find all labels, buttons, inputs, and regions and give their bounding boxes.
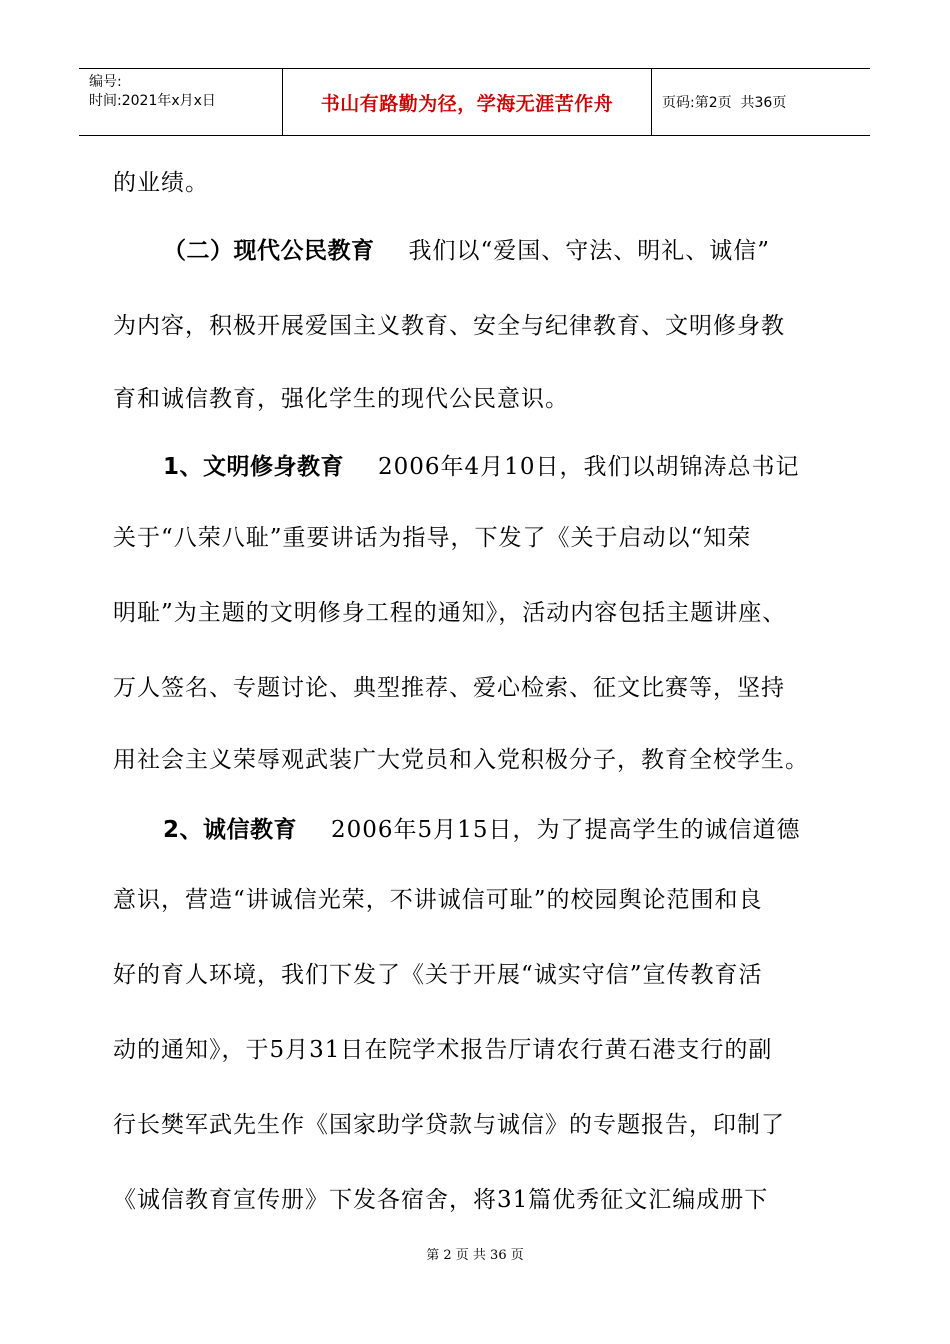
text-line: 我们以“爱国、守法、明礼、诚信” — [408, 238, 771, 264]
page-footer: 第 2 页 共 36 页 — [426, 1248, 524, 1263]
time-label: 时间:2021年x月x日 — [89, 93, 216, 109]
paragraph-heading-line — [163, 236, 770, 266]
item-heading: 2、诚信教育 — [163, 817, 298, 843]
text-line: 的业绩。 — [113, 170, 209, 196]
text-line: 明耻”为主题的文明修身工程的通知》，活动内容包括主题讲座、 — [113, 600, 787, 626]
number-label: 编号: — [89, 74, 122, 90]
text-line: 好的育人环境，我们下发了《关于开展“诚实守信”宣传教育活 — [113, 962, 763, 988]
text-line: 用社会主义荣辱观武装广大党员和入党积极分子，教育全校学生。 — [113, 747, 809, 773]
text-line: 万人签名、专题讨论、典型推荐、爱心检索、征文比赛等，坚持 — [113, 675, 785, 701]
text-line: 关于“八荣八耻”重要讲话为指导，下发了《关于启动以“知荣 — [113, 525, 752, 551]
text-line: 意识，营造“讲诚信光荣，不讲诚信可耻”的校园舆论范围和良 — [113, 887, 763, 913]
paragraph-heading-line — [163, 815, 800, 845]
header-page-info — [652, 69, 870, 135]
header-motto: 书山有路勤为径，学海无涯苦作舟 — [282, 69, 652, 135]
text-line: 为内容，积极开展爱国主义教育、安全与纪律教育、文明修身教 — [113, 313, 785, 339]
page-info-text: 页码:第2页 共36页 — [662, 95, 787, 111]
text-line: 行长樊军武先生作《国家助学贷款与诚信》的专题报告，印制了 — [113, 1112, 785, 1138]
text-line: 2006年5月15日，为了提高学生的诚信道德 — [331, 817, 801, 843]
text-line: 2006年4月10日，我们以胡锦涛总书记 — [378, 454, 800, 480]
text-line: 动的通知》，于5月31日在院学术报告厅请农行黄石港支行的副 — [113, 1037, 773, 1063]
section-heading: （二）现代公民教育 — [163, 238, 375, 264]
page-header — [79, 68, 870, 136]
text-line: 育和诚信教育，强化学生的现代公民意识。 — [113, 386, 569, 412]
text-line: 《诚信教育宣传册》下发各宿舍，将31篇优秀征文汇编成册下 — [113, 1187, 769, 1213]
paragraph-heading-line — [163, 452, 799, 482]
header-meta — [79, 69, 282, 135]
item-heading: 1、文明修身教育 — [163, 454, 345, 480]
